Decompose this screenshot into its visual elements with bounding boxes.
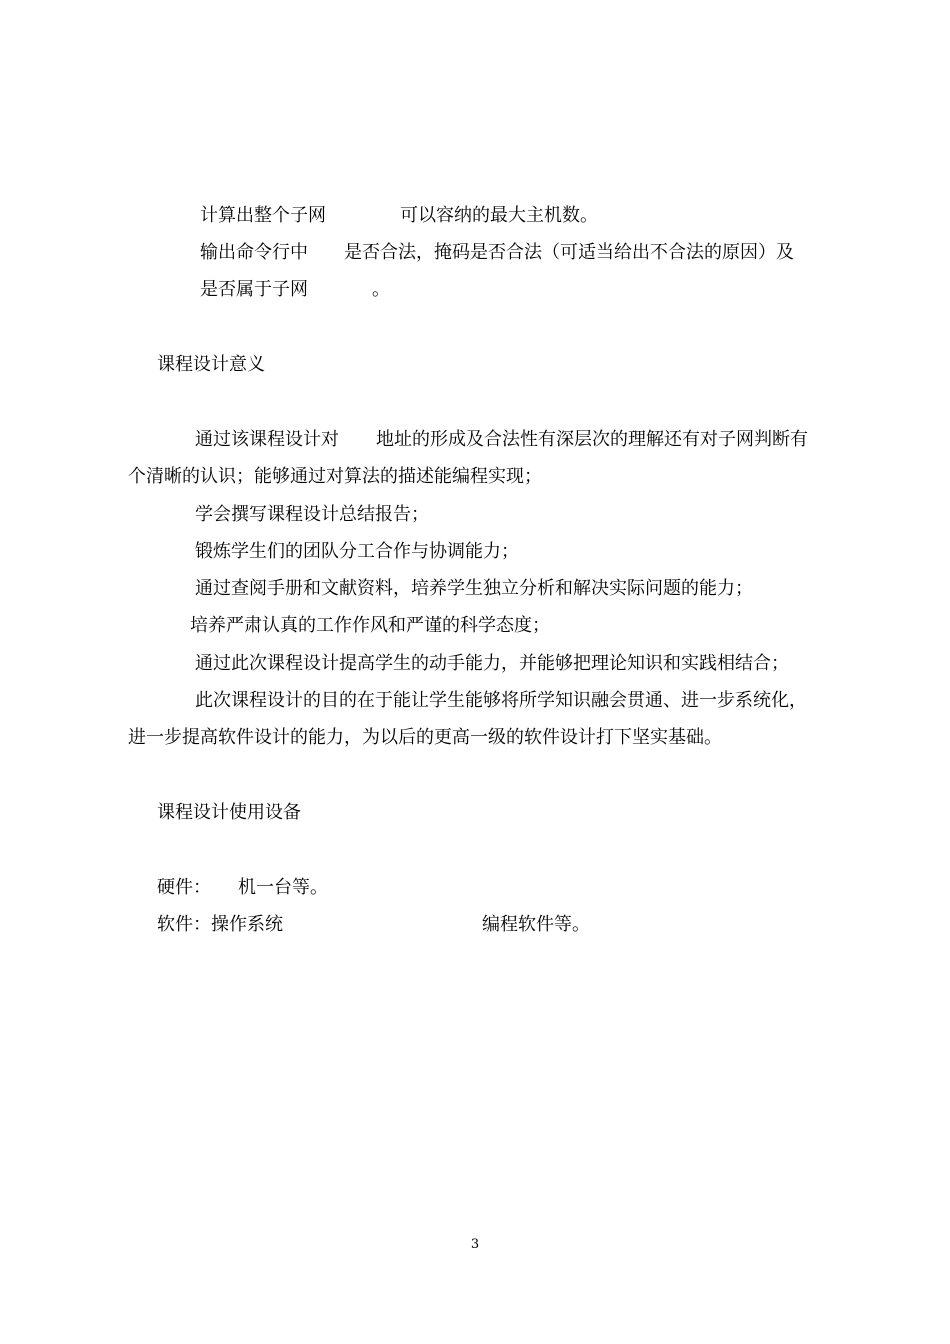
software-label: 软件：操作系统	[157, 914, 283, 935]
requirement-2-text-a: 输出命令行中	[200, 242, 308, 263]
requirement-line-3	[0, 278, 950, 302]
significance-heading: 课程设计意义	[157, 354, 265, 375]
software-line	[0, 913, 950, 937]
significance-paragraph-2: 学会撰写课程设计总结报告；	[195, 504, 429, 525]
software-value: 编程软件等。	[482, 914, 590, 935]
significance-paragraph-1-text-a: 通过该课程设计对	[195, 429, 339, 450]
page-number: 3	[470, 1237, 480, 1252]
requirement-1-text-b: 可以容纳的最大主机数。	[400, 205, 598, 226]
requirement-line-2	[0, 241, 950, 265]
requirement-2-text-b: 是否合法，掩码是否合法（可适当给出不合法的原因）及	[344, 242, 794, 263]
hardware-line	[0, 876, 950, 900]
significance-paragraph-1	[0, 428, 950, 452]
requirement-line-1	[0, 204, 950, 228]
hardware-label: 硬件：	[157, 877, 211, 898]
significance-paragraph-6: 通过此次课程设计提高学生的动手能力，并能够把理论知识和实践相结合；	[195, 653, 789, 674]
significance-paragraph-5: 培养严肃认真的工作作风和严谨的科学态度；	[190, 615, 550, 636]
significance-paragraph-1-text-b: 地址的形成及合法性有深层次的理解还有对子网判断有	[376, 429, 808, 450]
significance-paragraph-4: 通过查阅手册和文献资料，培养学生独立分析和解决实际问题的能力；	[195, 578, 753, 599]
requirement-3-text-a: 是否属于子网	[200, 279, 308, 300]
equipment-heading: 课程设计使用设备	[157, 802, 301, 823]
significance-paragraph-3: 锻炼学生们的团队分工合作与协调能力；	[195, 541, 519, 562]
requirement-1-text-a: 计算出整个子网	[200, 205, 326, 226]
hardware-value: 机一台等。	[238, 877, 328, 898]
requirement-3-text-b: 。	[372, 279, 390, 300]
significance-paragraph-1-continued: 个清晰的认识；能够通过对算法的描述能编程实现；	[128, 466, 542, 487]
significance-paragraph-7: 此次课程设计的目的在于能让学生能够将所学知识融会贯通、进一步系统化，	[195, 690, 807, 711]
significance-paragraph-7-continued: 进一步提高软件设计的能力，为以后的更高一级的软件设计打下坚实基础。	[128, 727, 722, 748]
